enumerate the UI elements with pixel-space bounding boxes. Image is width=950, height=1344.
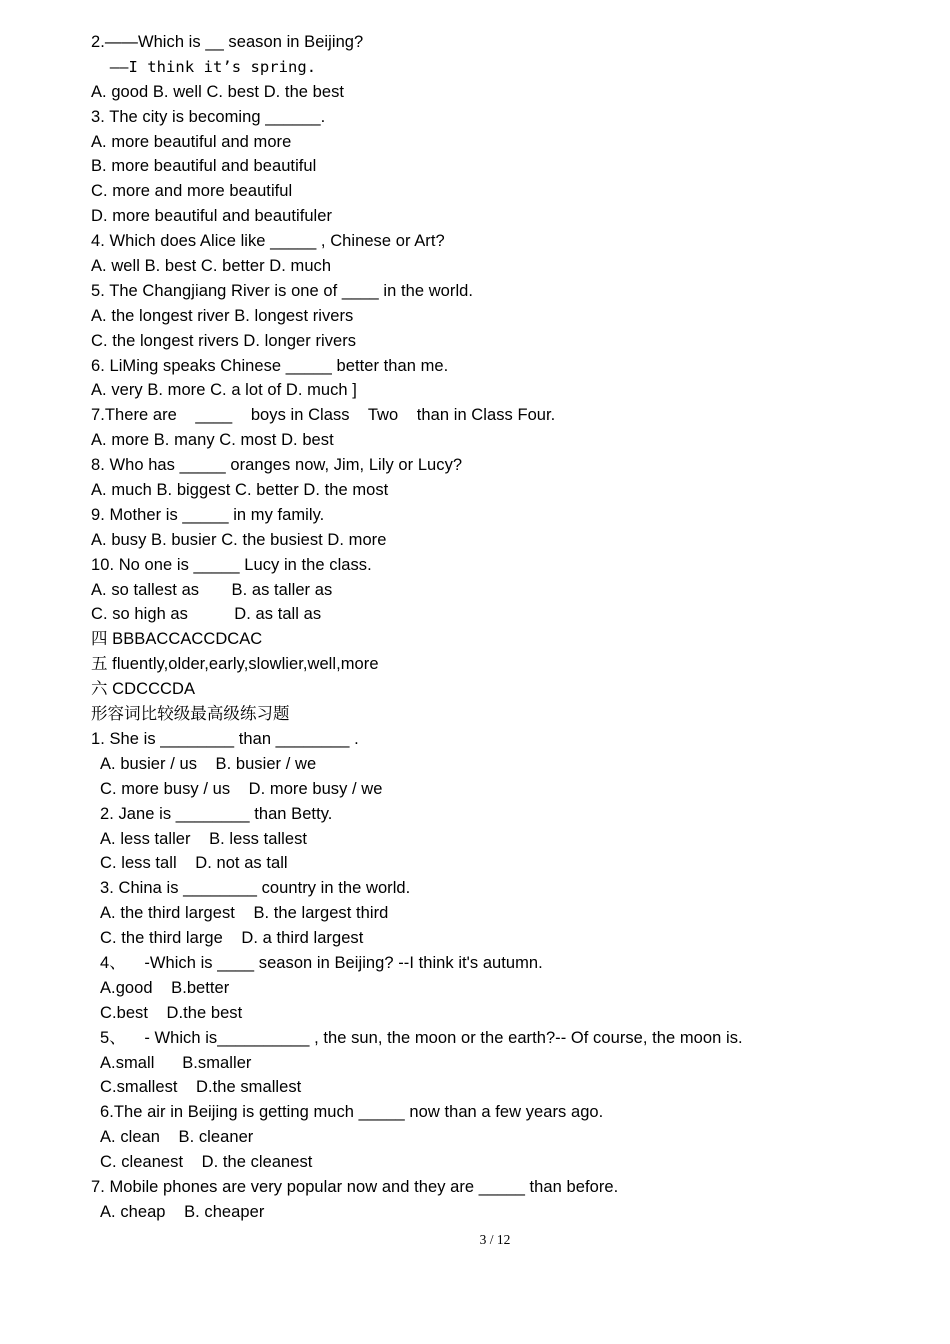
options-line: A. well B. best C. better D. much (91, 257, 332, 276)
question-8: 8. Who has _____ oranges now, Jim, Lily or Lucy? (91, 456, 463, 475)
question-6: 6. LiMing speaks Chinese _____ better than me. (91, 356, 449, 375)
options-line: A. clean B. cleaner (100, 1128, 254, 1147)
option-line: C. more and more beautiful (91, 182, 293, 201)
options-line: A.small B.smaller (100, 1053, 252, 1072)
options-line: C. more busy / us D. more busy / we (100, 779, 383, 798)
answer-key-section-6: 六 CDCCCDA (91, 680, 196, 699)
options-line: A. the longest river B. longest rivers (91, 306, 354, 325)
options-line: A. more B. many C. most D. best (91, 431, 334, 450)
options-line: A. less taller B. less tallest (100, 829, 308, 848)
exercise-question-6: 6.The air in Beijing is getting much _____ now than a few years ago. (100, 1103, 604, 1122)
question-5: 5. The Changjiang River is one of ____ in the world. (91, 281, 474, 300)
options-line: A. the third largest B. the largest third (100, 904, 389, 923)
options-line: A. much B. biggest C. better D. the most (91, 481, 389, 500)
exercise-question-1: 1. She is ________ than ________ . (91, 729, 359, 748)
options-line: C. so high as D. as tall as (91, 605, 322, 624)
text-body (91, 30, 911, 1225)
answer-key-section-4: 四 BBBACCACCDCAC (91, 630, 263, 649)
options-line: A. busy B. busier C. the busiest D. more (91, 530, 387, 549)
options-line: C. cleanest D. the cleanest (100, 1153, 313, 1172)
options-line: A. so tallest as B. as taller as (91, 580, 333, 599)
question-4: 4. Which does Alice like _____ , Chinese or Art? (91, 232, 445, 251)
question-3: 3. The city is becoming ______. (91, 107, 326, 126)
options-line: A. cheap B. cheaper (100, 1202, 265, 1221)
options-line: A. busier / us B. busier / we (100, 754, 317, 773)
options-line: A.good B.better (100, 978, 230, 997)
page-number: 3 / 12 (479, 1232, 511, 1247)
options-line: A. very B. more C. a lot of D. much ] (91, 381, 357, 400)
answer-key-section-5: 五 fluently,older,early,slowlier,well,more (91, 655, 379, 674)
question-2: 2.——Which is __ season in Beijing? (91, 33, 364, 51)
exercise-question-3: 3. China is ________ country in the world. (100, 879, 411, 898)
options-line: C.best D.the best (100, 1003, 243, 1022)
exercise-question-2: 2. Jane is ________ than Betty. (100, 804, 333, 823)
options-line: C.smallest D.the smallest (100, 1078, 302, 1097)
question-9: 9. Mother is _____ in my family. (91, 505, 325, 524)
option-line: A. more beautiful and more (91, 132, 292, 151)
options-line: C. the third large D. a third largest (100, 929, 364, 948)
exercise-question-4: 4、 -Which is ____ season in Beijing? --I think it's autumn. (100, 953, 543, 972)
options-line: C. the longest rivers D. longer rivers (91, 331, 357, 350)
question-10: 10. No one is _____ Lucy in the class. (91, 555, 372, 574)
exercise-question-5: 5、 - Which is__________ , the sun, the moon or the earth?-- Of course, the moon is. (100, 1028, 743, 1047)
option-line: D. more beautiful and beautifuler (91, 207, 333, 226)
option-line: B. more beautiful and beautiful (91, 157, 317, 176)
question-7: 7.There are ____ boys in Class Two than in Class Four. (91, 406, 556, 425)
options-line: A. good B. well C. best D. the best (91, 82, 345, 101)
options-line: C. less tall D. not as tall (100, 854, 288, 873)
section-heading: 形容词比较级最高级练习题 (91, 705, 290, 724)
exercise-question-7: 7. Mobile phones are very popular now and they are _____ than before. (91, 1177, 619, 1196)
answer-dialogue-line: ——I think it’s spring. (91, 57, 317, 76)
